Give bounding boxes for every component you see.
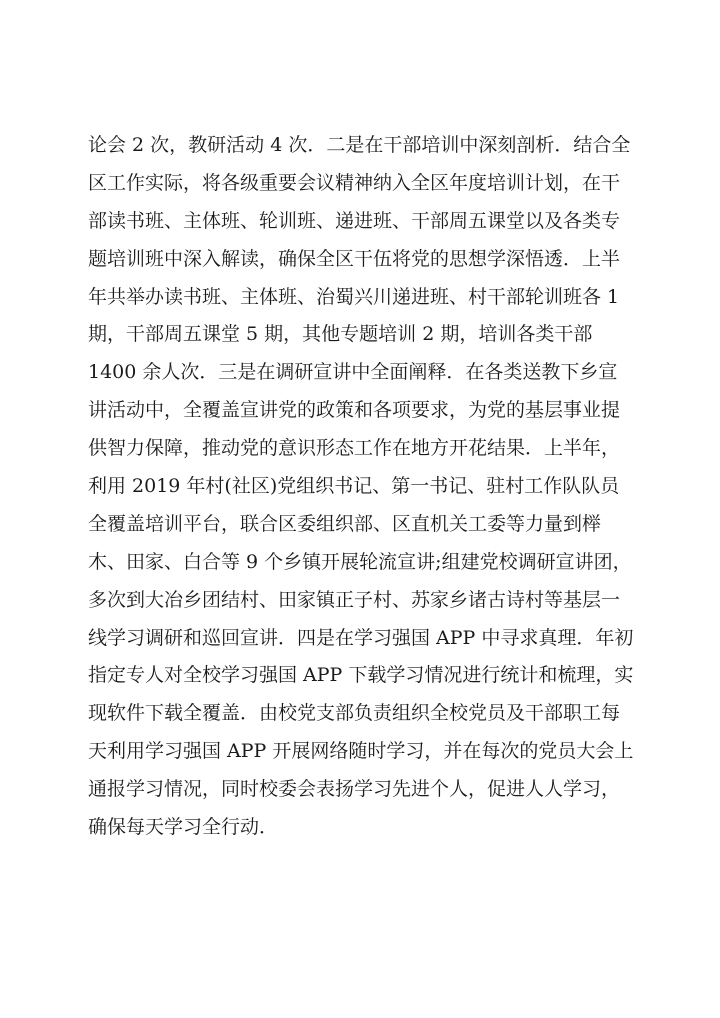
text-line: 确保每天学习全行动． (88, 816, 279, 839)
text-line: 讲活动中，全覆盖宣讲党的政策和各项要求，为党的基层事业提 (88, 399, 621, 422)
text-line: 木、田家、白合等 9 个乡镇开展轮流宣讲;组建党校调研宣讲团， (88, 550, 632, 573)
text-line: 题培训班中深入解读，确保全区干伍将党的思想学深悟透．上半 (88, 247, 621, 270)
text-line: 供智力保障，推动党的意识形态工作在地方开花结果．上半年， (88, 437, 621, 460)
text-line: 线学习调研和巡回宣讲．四是在学习强国 APP 中寻求真理．年初 (88, 626, 634, 649)
text-line: 期，干部周五课堂 5 期，其他专题培训 2 期，培训各类干部 (88, 323, 593, 346)
text-line: 多次到大冶乡团结村、田家镇正子村、苏家乡诸古诗村等基层一 (88, 588, 621, 611)
text-line: 利用 2019 年村(社区)党组织书记、第一书记、驻村工作队队员 (88, 475, 620, 498)
text-line: 部读书班、主体班、轮训班、递进班、干部周五课堂以及各类专 (88, 209, 621, 232)
text-line: 1400 余人次．三是在调研宣讲中全面阐释．在各类送教下乡宣 (88, 361, 618, 384)
text-line: 天利用学习强国 APP 开展网络随时学习，并在每次的党员大会上 (88, 740, 634, 763)
text-line: 区工作实际，将各级重要会议精神纳入全区年度培训计划，在干 (88, 171, 621, 194)
text-line: 全覆盖培训平台，联合区委组织部、区直机关工委等力量到榉 (88, 512, 602, 535)
text-line: 现软件下载全覆盖．由校党支部负责组织全校党员及干部职工每 (88, 702, 621, 725)
text-line: 指定专人对全校学习强国 APP 下载学习情况进行统计和梳理，实 (88, 664, 634, 687)
text-line: 论会 2 次，教研活动 4 次．二是在干部培训中深刻剖析．结合全 (88, 134, 631, 156)
text-line: 年共举办读书班、主体班、治蜀兴川递进班、村干部轮训班各 1 (88, 285, 620, 308)
body-paragraph (88, 127, 648, 847)
text-line: 通报学习情况，同时校委会表扬学习先进个人，促进人人学习， (88, 778, 621, 801)
